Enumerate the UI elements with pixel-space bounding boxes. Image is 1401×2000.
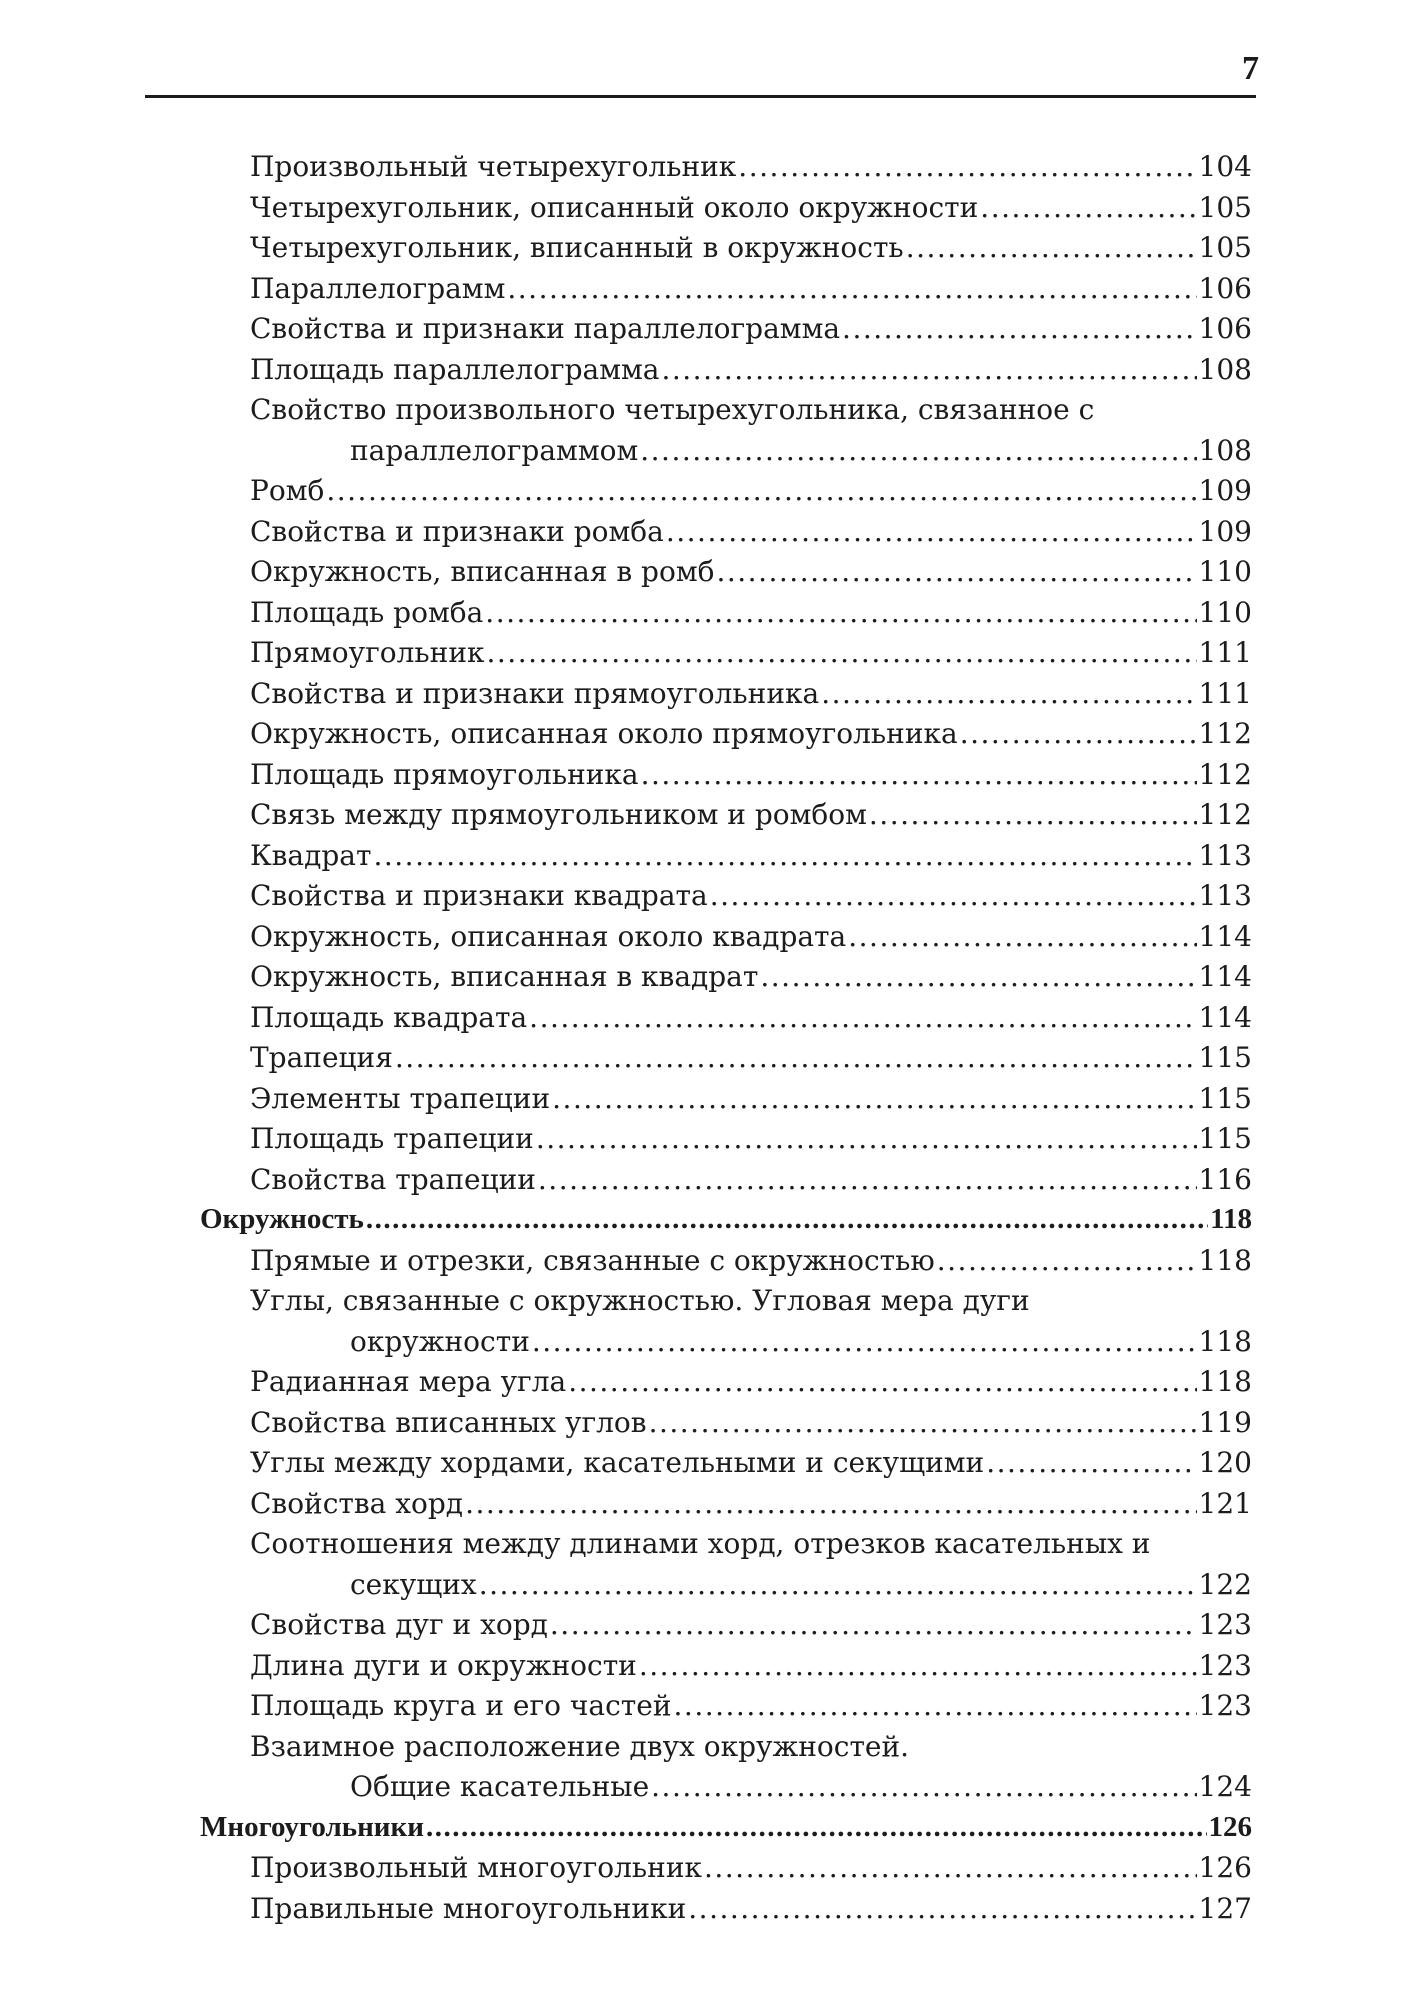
toc-entry	[200, 1082, 1252, 1123]
toc-entry-title: Трапеция	[250, 1041, 393, 1074]
toc-entry	[200, 393, 1252, 434]
toc-entry	[200, 758, 1252, 799]
toc-entry-page: 106	[1198, 271, 1252, 305]
dot-leader	[906, 231, 1197, 264]
toc-entry-title: параллелограммом	[350, 433, 639, 467]
toc-entry-page: 115	[1198, 1122, 1252, 1155]
dot-leader	[552, 1082, 1196, 1115]
toc-entry-title: Прямоугольник	[250, 636, 485, 669]
toc-entry-title: Произвольный четырехугольник	[250, 150, 737, 183]
toc-entry-title: Четырехугольник, описанный около окружности	[250, 190, 979, 224]
toc-entry	[200, 798, 1252, 839]
toc-entry	[200, 150, 1252, 191]
toc-entry-page: 126	[1198, 1851, 1252, 1884]
toc-entry-title: Свойства и признаки ромба	[250, 514, 664, 548]
toc-entry-title: Окружность, вписанная в ромб	[250, 555, 715, 588]
toc-entry-title: Длина дуги и окружности	[250, 1648, 637, 1682]
toc-entry-title: Общие касательные	[350, 1770, 650, 1803]
toc-entry	[200, 1325, 1252, 1366]
toc-entry-page: 111	[1198, 676, 1252, 710]
table-of-contents	[200, 150, 1252, 1932]
dot-leader	[507, 272, 1196, 305]
toc-section-heading	[200, 1811, 1252, 1852]
dot-leader	[485, 596, 1196, 629]
toc-entry-title: Окружность, описанная около прямоугольника	[250, 717, 958, 750]
toc-entry-title: Окружность, вписанная в квадрат	[250, 960, 759, 993]
toc-entry	[200, 1649, 1252, 1690]
toc-entry-page: 122	[1198, 1567, 1252, 1601]
toc-entry-title: Связь между прямоугольником и ромбом	[250, 798, 867, 831]
toc-entry-page: 110	[1198, 555, 1252, 588]
toc-entry-title: Ромб	[250, 474, 325, 507]
dot-leader	[986, 1446, 1196, 1479]
toc-entry	[200, 434, 1252, 475]
toc-entry-page: 109	[1198, 514, 1252, 548]
toc-entry	[200, 1446, 1252, 1487]
toc-entry	[200, 1568, 1252, 1609]
toc-entry-title: Окружность, описанная около квадрата	[250, 919, 847, 953]
toc-entry-page: 116	[1198, 1162, 1252, 1196]
dot-leader	[937, 1244, 1197, 1277]
dot-leader	[395, 1041, 1197, 1074]
toc-entry	[200, 1122, 1252, 1163]
toc-entry	[200, 555, 1252, 596]
toc-entry	[200, 879, 1252, 920]
toc-entry-title: Правильные многоугольники	[250, 1891, 687, 1925]
toc-entry	[200, 474, 1252, 515]
dot-leader	[716, 555, 1196, 588]
toc-entry-page: 127	[1198, 1891, 1252, 1925]
toc-entry-page: 115	[1198, 1041, 1252, 1074]
toc-entry-title: Свойства и признаки прямоугольника	[250, 676, 820, 710]
toc-entry	[200, 1244, 1252, 1285]
toc-entry	[200, 677, 1252, 718]
toc-entry-page: 114	[1198, 919, 1252, 953]
toc-entry-title: окружности	[350, 1324, 530, 1358]
toc-entry-page: 119	[1198, 1405, 1252, 1439]
toc-entry-title: Многоугольники	[200, 1810, 424, 1843]
toc-entry-title: Площадь ромба	[250, 595, 484, 629]
toc-entry-title: Площадь квадрата	[250, 1000, 528, 1034]
header-rule	[145, 95, 1256, 98]
toc-entry-page: 118	[1198, 1365, 1252, 1398]
toc-entry	[200, 1406, 1252, 1447]
toc-entry-title: Площадь круга и его частей	[250, 1689, 672, 1722]
toc-entry	[200, 960, 1252, 1001]
toc-entry-title: Окружность	[200, 1203, 364, 1235]
toc-entry-page: 110	[1198, 595, 1252, 629]
toc-section-heading	[200, 1203, 1252, 1244]
toc-entry-title: Свойства и признаки параллелограмма	[250, 312, 841, 345]
toc-entry-page: 104	[1198, 150, 1252, 183]
toc-entry-page: 113	[1198, 879, 1252, 912]
toc-entry	[200, 1284, 1252, 1325]
dot-leader	[479, 1568, 1197, 1601]
toc-entry-title: Параллелограмм	[250, 271, 506, 305]
toc-entry-page: 114	[1198, 960, 1252, 993]
dot-leader	[373, 839, 1196, 872]
toc-entry-page: 115	[1198, 1081, 1252, 1115]
toc-entry	[200, 920, 1252, 961]
toc-entry	[200, 1689, 1252, 1730]
toc-entry	[200, 839, 1252, 880]
toc-entry-title: Площадь трапеции	[250, 1122, 534, 1155]
dot-leader	[641, 758, 1197, 791]
toc-entry	[200, 1892, 1252, 1933]
toc-entry-page: 118	[1198, 1324, 1252, 1358]
toc-entry-page: 108	[1198, 352, 1252, 386]
toc-entry	[200, 231, 1252, 272]
toc-entry-page: 120	[1198, 1446, 1252, 1479]
toc-entry-page: 118	[1198, 1243, 1252, 1277]
toc-entry-title: Соотношения между длинами хорд, отрезков касательных и	[250, 1527, 1151, 1560]
toc-entry-page: 124	[1198, 1770, 1252, 1803]
toc-entry-title: Произвольный многоугольник	[250, 1851, 702, 1884]
toc-entry-page: 123	[1198, 1648, 1252, 1682]
toc-entry-title: Четырехугольник, вписанный в окружность	[250, 231, 904, 264]
toc-entry-page: 112	[1198, 757, 1252, 791]
toc-entry-page: 106	[1198, 312, 1252, 345]
dot-leader	[538, 1163, 1197, 1196]
toc-entry-page: 105	[1198, 231, 1252, 264]
toc-entry	[200, 353, 1252, 394]
toc-entry-title: Углы, связанные с окружностью. Угловая мера дуги	[250, 1284, 1030, 1317]
dot-leader	[640, 434, 1196, 467]
page-number: 7	[1242, 50, 1259, 87]
dot-leader	[536, 1122, 1197, 1155]
toc-entry-title: Свойства вписанных углов	[250, 1405, 647, 1439]
toc-entry-page: 112	[1198, 798, 1252, 831]
toc-entry	[200, 1487, 1252, 1528]
toc-entry	[200, 1365, 1252, 1406]
toc-entry	[200, 636, 1252, 677]
dot-leader	[529, 1001, 1196, 1034]
toc-entry	[200, 272, 1252, 313]
toc-entry-title: Элементы трапеции	[250, 1081, 551, 1115]
dot-leader	[326, 474, 1196, 507]
dot-leader	[487, 636, 1197, 669]
toc-entry	[200, 1163, 1252, 1204]
dot-leader	[639, 1649, 1197, 1682]
toc-entry-title: Свойства и признаки квадрата	[250, 879, 708, 912]
dot-leader	[550, 1608, 1197, 1641]
toc-entry	[200, 1851, 1252, 1892]
dot-leader	[869, 798, 1197, 831]
toc-entry-page: 111	[1198, 636, 1252, 669]
toc-entry-page: 114	[1198, 1000, 1252, 1034]
dot-leader	[980, 191, 1196, 224]
toc-entry-title: Взаимное расположение двух окружностей.	[250, 1729, 910, 1763]
toc-entry	[200, 1608, 1252, 1649]
toc-entry-page: 108	[1198, 433, 1252, 467]
toc-entry-page: 113	[1198, 838, 1252, 872]
toc-entry-page: 121	[1198, 1486, 1252, 1520]
toc-entry-title: секущих	[350, 1567, 477, 1601]
toc-entry-title: Площадь прямоугольника	[250, 757, 639, 791]
toc-entry	[200, 1041, 1252, 1082]
toc-entry-title: Прямые и отрезки, связанные с окружностью	[250, 1243, 935, 1277]
dot-leader	[960, 717, 1197, 750]
toc-entry	[200, 717, 1252, 758]
toc-entry	[200, 515, 1252, 556]
toc-entry-page: 109	[1198, 474, 1252, 507]
toc-entry-page: 123	[1198, 1608, 1252, 1641]
toc-entry-title: Свойство произвольного четырехугольника, связанное с	[250, 393, 1095, 426]
toc-entry-title: Свойства трапеции	[250, 1162, 536, 1196]
toc-entry	[200, 1001, 1252, 1042]
dot-leader	[842, 312, 1197, 345]
toc-entry-page: 123	[1198, 1689, 1252, 1722]
toc-entry	[200, 191, 1252, 232]
dot-leader	[704, 1851, 1197, 1884]
dot-leader	[568, 1365, 1196, 1398]
toc-entry-title: Площадь параллелограмма	[250, 352, 660, 386]
dot-leader	[710, 879, 1197, 912]
toc-entry-page: 126	[1208, 1810, 1252, 1843]
toc-entry-title: Радианная мера угла	[250, 1365, 567, 1398]
dot-leader	[661, 353, 1196, 386]
dot-leader	[426, 1811, 1207, 1844]
dot-leader	[651, 1770, 1196, 1803]
toc-entry-page: 112	[1198, 717, 1252, 750]
toc-entry	[200, 312, 1252, 353]
toc-entry	[200, 1770, 1252, 1811]
toc-entry-page: 118	[1210, 1203, 1252, 1235]
toc-entry-title: Квадрат	[250, 838, 372, 872]
dot-leader	[760, 960, 1196, 993]
dot-leader	[666, 515, 1197, 548]
toc-entry-title: Свойства хорд	[250, 1486, 464, 1520]
dot-leader	[738, 150, 1196, 183]
dot-leader	[366, 1203, 1208, 1236]
dot-leader	[465, 1487, 1196, 1520]
dot-leader	[688, 1892, 1196, 1925]
dot-leader	[649, 1406, 1197, 1439]
toc-entry	[200, 1730, 1252, 1771]
toc-entry	[200, 1527, 1252, 1568]
dot-leader	[821, 677, 1196, 710]
toc-entry	[200, 596, 1252, 637]
dot-leader	[674, 1689, 1197, 1722]
dot-leader	[848, 920, 1196, 953]
toc-entry-page: 105	[1198, 190, 1252, 224]
dot-leader	[532, 1325, 1197, 1358]
toc-entry-title: Углы между хордами, касательными и секущими	[250, 1446, 985, 1479]
toc-entry-title: Свойства дуг и хорд	[250, 1608, 548, 1641]
